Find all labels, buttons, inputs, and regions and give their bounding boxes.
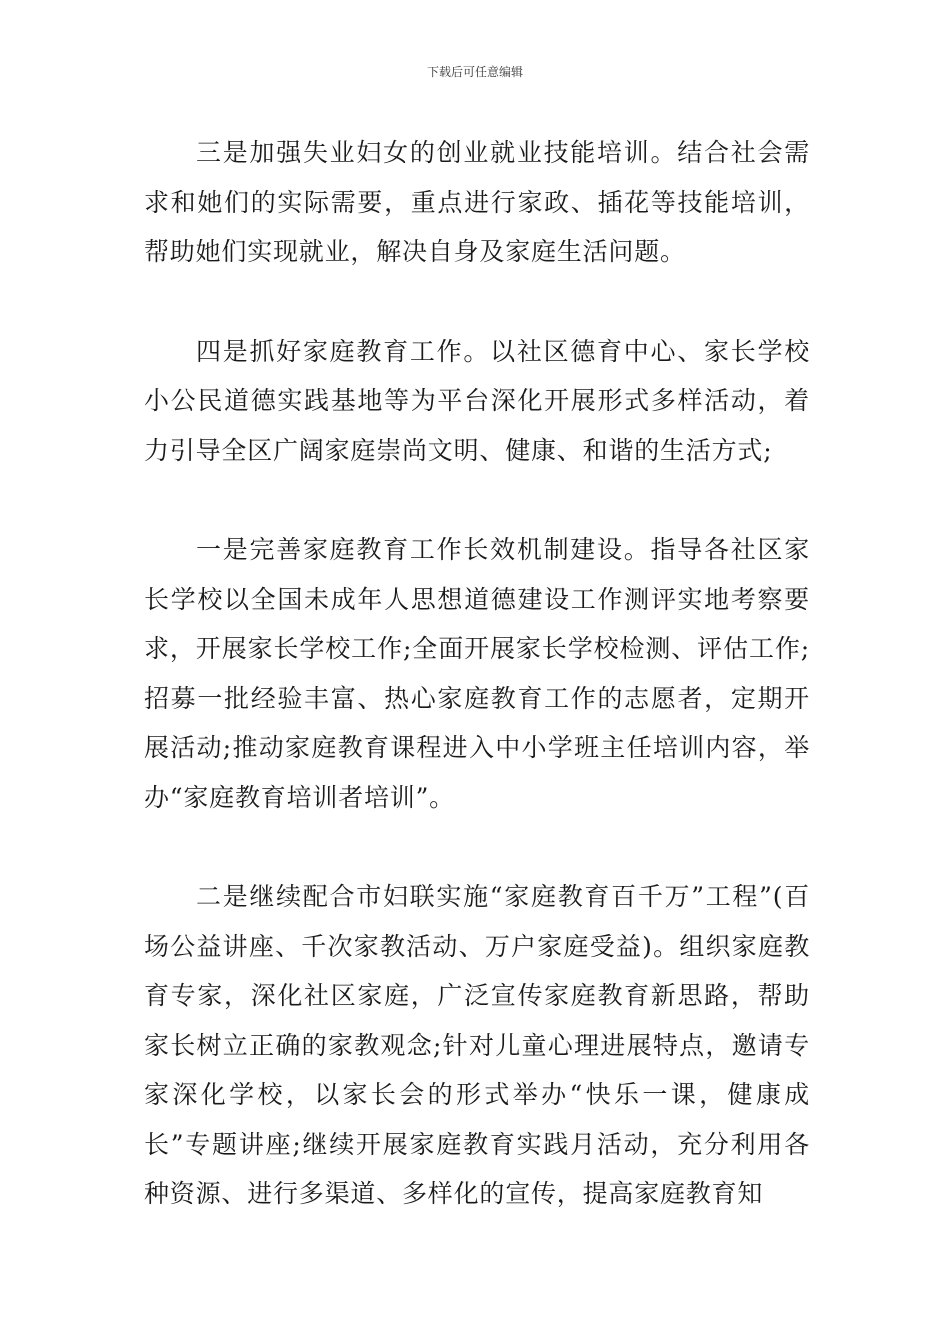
paragraph-1: 三是加强失业妇女的创业就业技能培训。结合社会需求和她们的实际需要，重点进行家政、插花等技能培训，帮助她们实现就业，解决自身及家庭生活问题。 (144, 138, 810, 266)
page-header-note: 下载后可任意编辑 (426, 65, 523, 79)
paragraph-3: 一是完善家庭教育工作长效机制建设。指导各社区家长学校以全国未成年人思想道德建设工作测评实地考察要求，开展家长学校工作;全面开展家长学校检测、评估工作;招募一批经验丰富、热心家庭教育工作的志愿者，定期开展活动;推动家庭教育课程进入中小学班主任培训内容，举办“家庭教育培训者培训”。 (144, 535, 810, 812)
paragraph-2: 四是抓好家庭教育工作。以社区德育中心、家长学校小公民道德实践基地等为平台深化开展形式多样活动，着力引导全区广阔家庭崇尚文明、健康、和谐的生活方式; (144, 336, 810, 465)
document-body (144, 128, 810, 1269)
paragraph-4: 二是继续配合市妇联实施“家庭教育百千万”工程”(百场公益讲座、千次家教活动、万户家庭受益)。组织家庭教育专家，深化社区家庭，广泛宣传家庭教育新思路，帮助家长树立正确的家教观念;针对儿童心理进展特点，邀请专家深化学校，以家长会的形式举办“快乐一课，健康成长”专题讲座;继续开展家庭教育实践月活动，充分利用各种资源、进行多渠道、多样化的宣传，提高家庭教育知 (144, 882, 810, 1208)
